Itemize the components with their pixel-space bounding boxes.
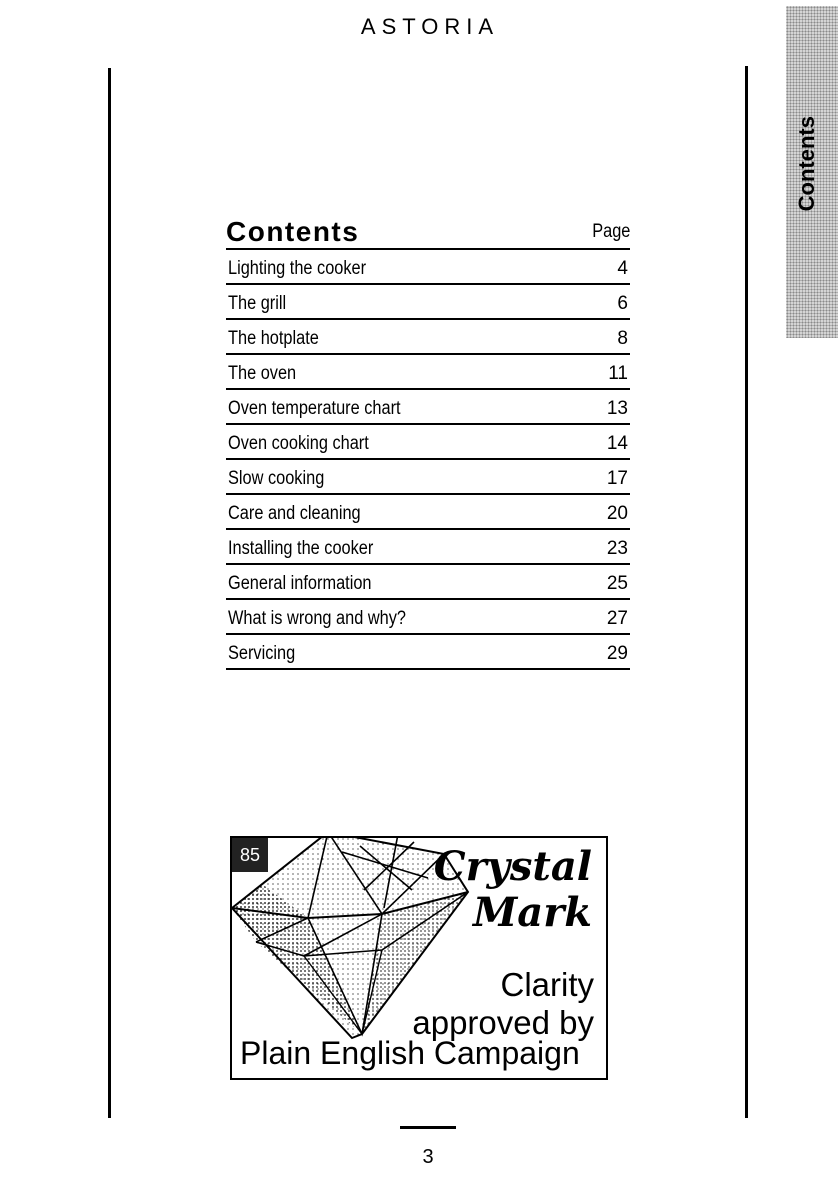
toc-entry-page: 4 <box>617 258 628 279</box>
campaign-line: Plain English Campaign <box>240 1035 580 1071</box>
clarity-line: Clarity <box>500 966 594 1003</box>
toc-entry[interactable] <box>226 530 630 565</box>
toc-entry-label: Slow cooking <box>228 468 325 489</box>
toc-entry[interactable] <box>226 320 630 355</box>
toc-entry-label: The oven <box>228 363 297 384</box>
toc-entry-page: 29 <box>606 643 628 664</box>
toc-entry-label: Oven temperature chart <box>228 398 401 419</box>
toc-entry[interactable] <box>226 635 630 670</box>
toc-entry-page: 8 <box>617 328 628 349</box>
toc-entry[interactable] <box>226 425 630 460</box>
page-number: 3 <box>422 1146 434 1168</box>
toc-entry-page: 25 <box>606 573 628 594</box>
toc-entry[interactable] <box>226 285 630 320</box>
crystal-mark-title-line1: Crystal <box>433 843 592 890</box>
crystal-mark-number: 85 <box>232 838 268 872</box>
toc-entry-label: Installing the cooker <box>228 538 374 559</box>
toc-page-column-label: Page <box>591 221 630 242</box>
toc-title: Contents <box>226 216 360 247</box>
crystal-mark-title <box>434 844 592 936</box>
side-tab-label: Contents <box>794 116 819 212</box>
toc-entry-page: 27 <box>606 608 628 629</box>
toc-entry[interactable] <box>226 460 630 495</box>
toc-entry[interactable] <box>226 355 630 390</box>
toc-entry-label: The grill <box>228 293 287 314</box>
crystal-mark-clarity <box>412 966 594 1042</box>
toc-entry[interactable] <box>226 250 630 285</box>
toc-entry-page: 23 <box>606 538 628 559</box>
toc-entry-page: 17 <box>606 468 628 489</box>
toc-entry-page: 20 <box>606 503 628 524</box>
toc-entry-label: Oven cooking chart <box>228 433 369 454</box>
toc-entry-label: What is wrong and why? <box>228 608 407 629</box>
toc-entry-label: Servicing <box>228 643 296 664</box>
toc-entry-label: Care and cleaning <box>228 503 361 524</box>
toc-entry-page: 6 <box>617 293 628 314</box>
approved-by-line: approved by <box>412 1004 594 1041</box>
toc-entry-page: 13 <box>606 398 628 419</box>
right-margin-rule <box>745 66 748 1118</box>
page-number-rule <box>400 1126 456 1129</box>
toc-header <box>226 210 630 250</box>
toc-entry[interactable] <box>226 495 630 530</box>
brand-header: ASTORIA <box>360 14 500 39</box>
toc-entry[interactable] <box>226 565 630 600</box>
crystal-mark-title-line2: Mark <box>473 889 592 936</box>
left-margin-rule <box>108 68 111 1118</box>
section-side-tab[interactable] <box>786 6 838 338</box>
toc-entry-label: The hotplate <box>228 328 319 349</box>
toc-entry-label: General information <box>228 573 372 594</box>
toc-entry[interactable] <box>226 600 630 635</box>
crystal-mark-badge <box>230 836 608 1080</box>
toc-entry-page: 14 <box>606 433 628 454</box>
toc-entry-page: 11 <box>608 363 628 384</box>
toc-list <box>226 250 630 670</box>
toc-entry[interactable] <box>226 390 630 425</box>
table-of-contents <box>226 210 630 670</box>
toc-entry-label: Lighting the cooker <box>228 258 367 279</box>
